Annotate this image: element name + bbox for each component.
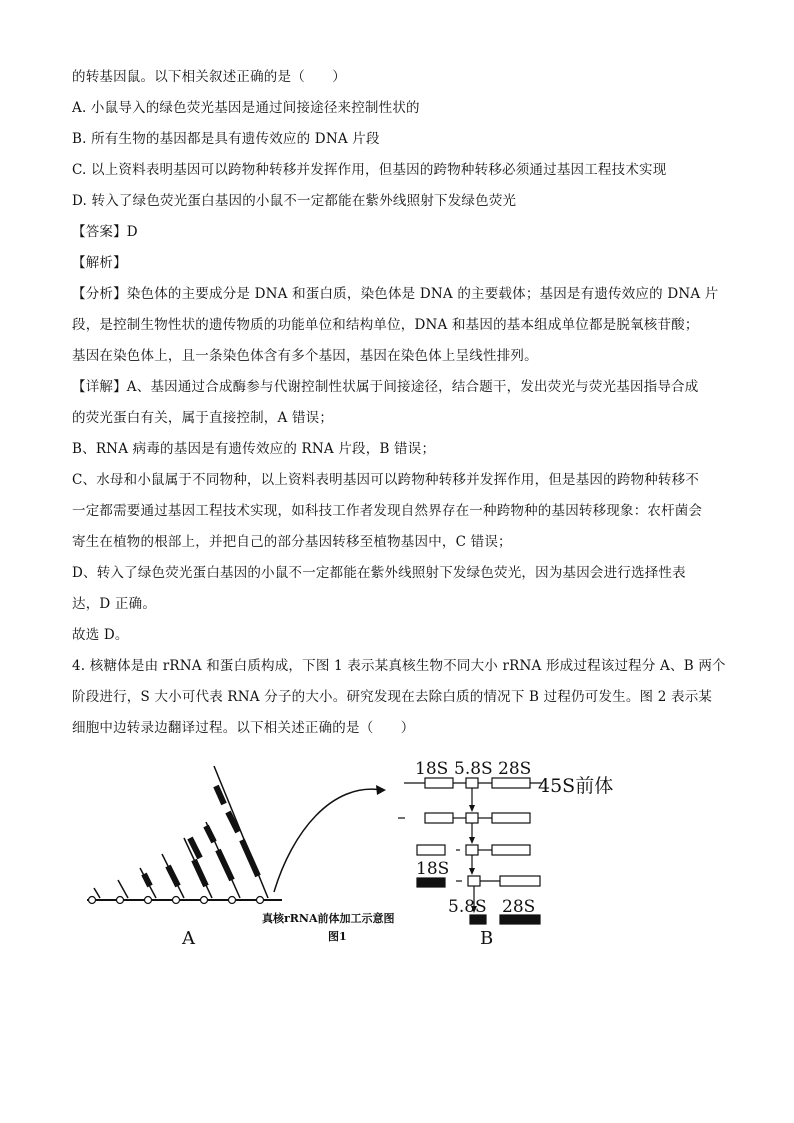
q3-stem-tail: 的转基因鼠。以下相关叙述正确的是（ ） <box>72 69 346 85</box>
q3-answer: 【答案】D <box>72 224 138 240</box>
label-top-58s: 5.8S <box>454 759 493 779</box>
q3-xiangjie-line-2: 的荧光蛋白有关，属于直接控制，A 错误； <box>72 410 334 426</box>
label-top-18s: 18S <box>415 759 449 779</box>
label-top-28s: 28S <box>498 759 532 779</box>
q3-option-d: D. 转入了绿色荧光蛋白基因的小鼠不一定都能在紫外线照射下发绿色荧光 <box>72 193 517 209</box>
q3-xiangjie-line-3: B、RNA 病毒的基因是有遗传效应的 RNA 片段，B 错误； <box>72 441 436 457</box>
q3-fenxi-line-2: 段，是控制生物性状的遗传物质的功能单位和结构单位，DNA 和基因的基本组成单位都是脱氧核苷酸； <box>72 317 699 333</box>
q3-option-a: A. 小鼠导入的绿色荧光基因是通过间接途径来控制性状的 <box>72 100 420 116</box>
label-45s-precursor: 45S前体 <box>538 775 614 797</box>
q3-xiangjie-line-6: 寄生在植物的根部上，并把自己的部分基因转移至植物基因中，C 错误； <box>72 534 512 550</box>
q3-option-c: C. 以上资料表明基因可以跨物种转移并发挥作用，但基因的跨物种转移必须通过基因工程技术实现 <box>72 162 667 178</box>
q3-xiangjie-line-1: 【详解】A、基因通过合成酶参与代谢控制性状属于间接途径，结合题干，发出荧光与荧光基因指导合成 <box>72 379 699 395</box>
q3-xiangjie-line-9: 故选 D。 <box>72 627 129 643</box>
q3-analysis-label: 【解析】 <box>72 255 127 271</box>
figure-1-svg <box>82 752 642 957</box>
figure-1-rrna-processing <box>82 752 642 957</box>
panel-a-diagram <box>87 766 386 904</box>
figure-caption-number: 图1 <box>328 930 347 943</box>
q3-xiangjie-line-5: 一定都需要通过基因工程技术实现，如科技工作者发现自然界存在一种跨物种的基因转移现象：农杆菌会 <box>72 503 703 519</box>
q3-xiangjie-line-7: D、转入了绿色荧光蛋白基因的小鼠不一定都能在紫外线照射下发绿色荧光，因为基因会进行选择性表 <box>72 565 686 581</box>
q3-xiangjie-line-4: C、水母和小鼠属于不同物种，以上资料表明基因可以跨物种转移并发挥作用，但是基因的跨物种转移不 <box>72 472 700 488</box>
q4-stem-line-3: 细胞中边转录边翻译过程。以下相关述正确的是（ ） <box>72 720 415 736</box>
q4-stem-line-2: 阶段进行，S 大小可代表 RNA 分子的大小。研究发现在去除白质的情况下 B 过程仍可发生。图 2 表示某 <box>72 689 713 705</box>
q3-fenxi-line-3: 基因在染色体上，且一条染色体含有多个基因，基因在染色体上呈线性排列。 <box>72 348 538 364</box>
label-18s-product: 18S <box>416 859 450 879</box>
figure-caption: 真核rRNA前体加工示意图 <box>262 912 395 925</box>
q3-option-b: B. 所有生物的基因都是具有遗传效应的 DNA 片段 <box>72 131 380 147</box>
label-panel-b: B <box>480 928 494 949</box>
document-body <box>72 62 726 744</box>
q3-xiangjie-line-8: 达，D 正确。 <box>72 596 157 612</box>
label-panel-a: A <box>182 928 195 949</box>
label-58s-product: 5.8S <box>448 897 487 917</box>
label-28s-product: 28S <box>502 897 536 917</box>
q4-stem-line-1: 4. 核糖体是由 rRNA 和蛋白质构成，下图 1 表示某真核生物不同大小 rRNA 形成过程该过程分 A、B 两个 <box>72 658 726 674</box>
q3-fenxi-line-1: 【分析】染色体的主要成分是 DNA 和蛋白质，染色体是 DNA 的主要载体；基因是有遗传效应的 DNA 片 <box>72 286 719 302</box>
